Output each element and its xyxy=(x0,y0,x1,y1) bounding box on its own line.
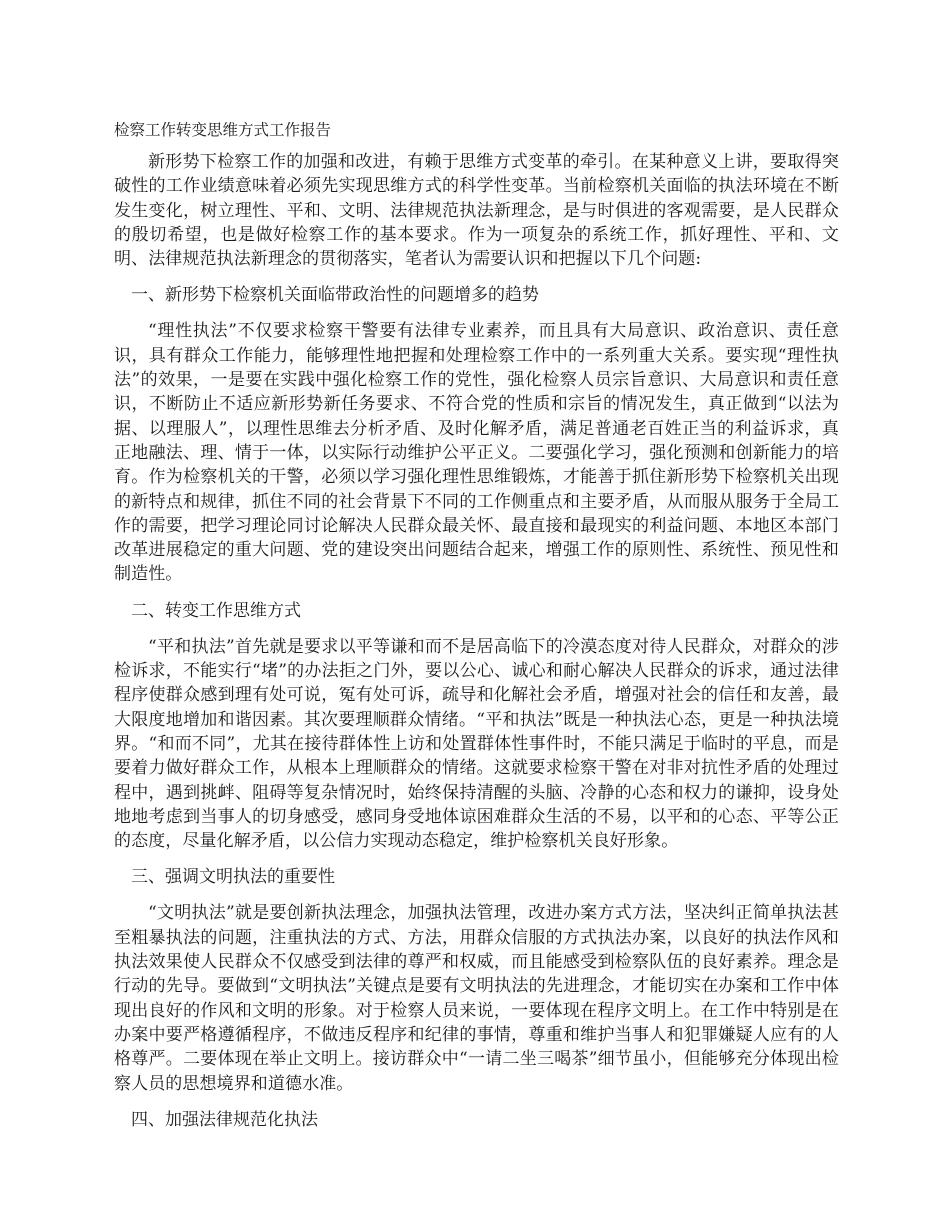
document-page xyxy=(114,118,839,1144)
section-2-body: “平和执法”首先就是要求以平等谦和而不是居高临下的冷漠态度对待人民群众，对群众的涉检诉求，不能实行“堵”的办法拒之门外，要以公心、诚心和耐心解决人民群众的诉求，通过法律程序使群众感到理有处可说，冤有处可诉，疏导和化解社会矛盾，增强对社会的信任和友善，最大限度地增加和谐因素。其次要理顺群众情绪。“平和执法”既是一种执法心态，更是一种执法境界。“和而不同”，尤其在接待群体性上访和处置群体性事件时，不能只满足于临时的平息，而是要着力做好群众工作，从根本上理顺群众的情绪。这就要求检察干警在对非对抗性矛盾的处理过程中，遇到挑衅、阻碍等复杂情况时，始终保持清醒的头脑、冷静的心态和权力的谦抑，设身处地地考虑到当事人的切身感受，感同身受地体谅困难群众生活的不易，以平和的心态、平等公正的态度，尽量化解矛盾，以公信力实现动态稳定，维护检察机关良好形象。 xyxy=(114,636,839,852)
section-1-body: “理性执法”不仅要求检察干警要有法律专业素养，而且具有大局意识、政治意识、责任意识，具有群众工作能力，能够理性地把握和处理检察工作中的一系列重大关系。要实现“理性执法”的效果，一是要在实践中强化检察工作的党性，强化检察人员宗旨意识、大局意识和责任意识，不断防止不适应新形势新任务要求、不符合党的性质和宗旨的情况发生，真正做到“以法为据、以理服人”，以理性思维去分析矛盾、及时化解矛盾，满足普通老百姓正当的利益诉求，真正地融法、理、情于一体，以实际行动维护公平正义。二要强化学习，强化预测和创新能力的培育。作为检察机关的干警，必须以学习强化理性思维锻炼，才能善于抓住新形势下检察机关出现的新特点和规律，抓住不同的社会背景下不同的工作侧重点和主要矛盾，从而服从服务于全局工作的需要，把学习理论同讨论解决人民群众最关怀、最直接和最现实的利益问题、本地区本部门改革进展稳定的重大问题、党的建设突出问题结合起来，增强工作的原则性、系统性、预见性和制造性。 xyxy=(114,321,839,585)
section-1-heading: 一、新形势下检察机关面临带政治性的问题增多的趋势 xyxy=(131,285,539,306)
document-title: 检察工作转变思维方式工作报告 xyxy=(114,121,332,139)
section-2-heading: 二、转变工作思维方式 xyxy=(131,600,301,621)
section-3-heading: 三、强调文明执法的重要性 xyxy=(131,867,335,888)
section-3-body: “文明执法”就是要创新执法理念，加强执法管理，改进办案方式方法，坚决纠正简单执法甚至粗暴执法的问题，注重执法的方式、方法，用群众信服的方式执法办案，以良好的执法作风和执法效果使人民群众不仅感受到法律的尊严和权威，而且能感受到检察队伍的良好素养。理念是行动的先导。要做到“文明执法”关键点是要有文明执法的先进理念，才能切实在办案和工作中体现出良好的作风和文明的形象。对于检察人员来说，一要体现在程序文明上。在工作中特别是在办案中要严格遵循程序，不做违反程序和纪律的事情，尊重和维护当事人和犯罪嫌疑人应有的人格尊严。二要体现在举止文明上。接访群众中“一请二坐三喝茶”细节虽小，但能够充分体现出检察人员的思想境界和道德水准。 xyxy=(114,903,839,1094)
section-4-heading: 四、加强法律规范化执法 xyxy=(131,1109,318,1130)
intro-paragraph: 新形势下检察工作的加强和改进，有赖于思维方式变革的牵引。在某种意义上讲，要取得突破性的工作业绩意味着必须先实现思维方式的科学性变革。当前检察机关面临的执法环境在不断发生变化，树立理性、平和、文明、法律规范执法新理念，是与时俱进的客观需要，是人民群众的殷切希望，也是做好检察工作的基本要求。作为一项复杂的系统工作，抓好理性、平和、文明、法律规范执法新理念的贯彻落实，笔者认为需要认识和把握以下几个问题: xyxy=(114,152,839,270)
